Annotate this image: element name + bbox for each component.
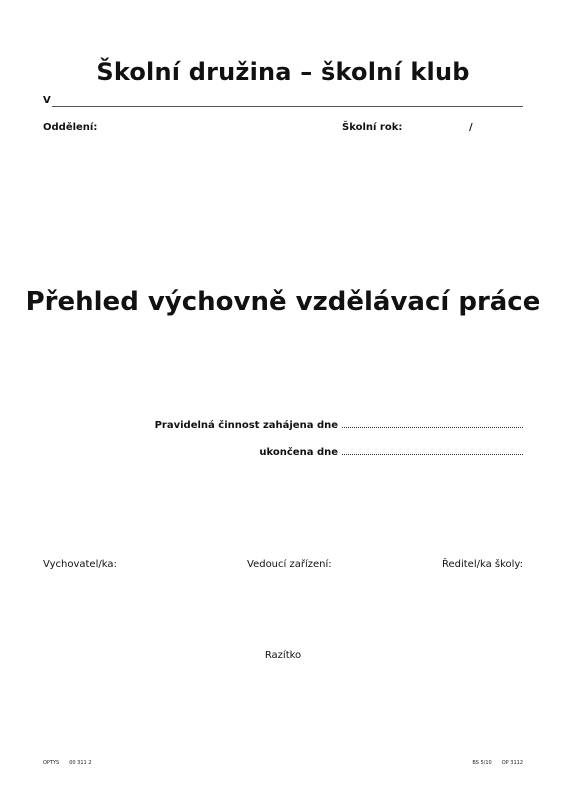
footer-right	[472, 760, 523, 766]
place-label: V	[43, 95, 51, 106]
principal-signature-label: Ředitel/ka školy:	[441, 559, 523, 570]
footer-form-code: OP 3112	[501, 760, 523, 766]
footer-left	[43, 760, 92, 766]
start-date-row	[155, 419, 523, 431]
start-date-label: Pravidelná činnost zahájena dne	[154, 420, 338, 431]
head-signature-label: Vedoucí zařízení:	[247, 559, 332, 570]
educator-signature-label: Vychovatel/ka:	[43, 559, 117, 570]
footer-edition: BS 5/10	[472, 760, 492, 766]
school-year-label: Školní rok:	[342, 122, 403, 133]
school-year-separator: /	[469, 122, 473, 133]
start-date-line	[342, 419, 523, 428]
department-label: Oddělení:	[43, 122, 98, 133]
footer-publisher: OPTYS	[43, 760, 60, 766]
form-title: Školní družina – školní klub	[96, 58, 470, 86]
place-line	[52, 106, 523, 107]
document-title: Přehled výchovně vzdělávací práce	[25, 287, 541, 317]
end-date-label: ukončena dne	[259, 447, 338, 458]
end-date-row	[259, 446, 523, 458]
footer-code: 00 311 2	[69, 760, 92, 766]
stamp-label: Razítko	[264, 650, 302, 661]
end-date-line	[342, 446, 523, 455]
